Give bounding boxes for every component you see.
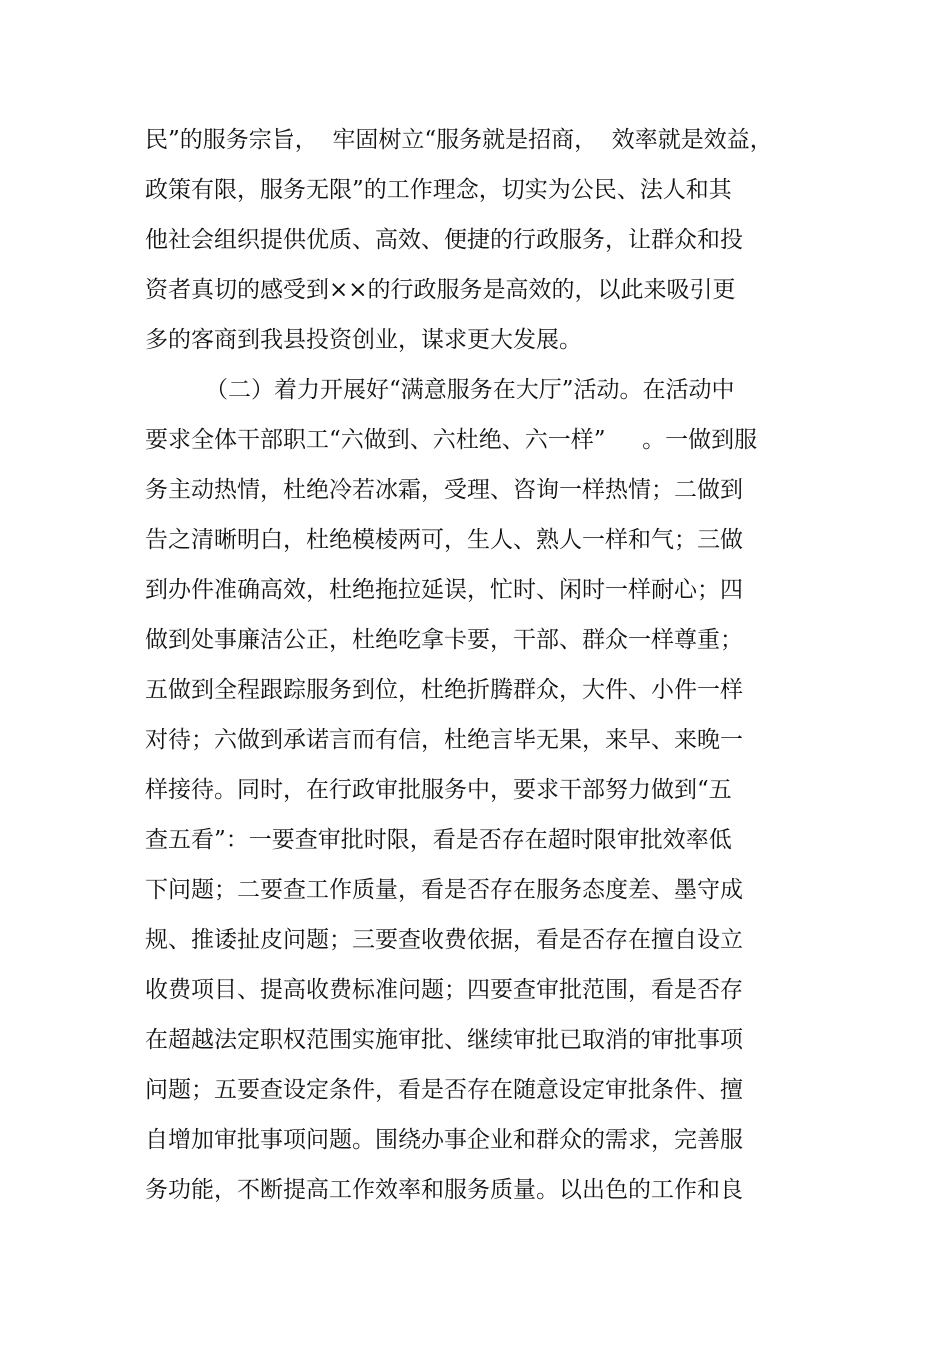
text-line: 资者真切的感受到××的行政服务是高效的，以此来吸引更 [145,277,736,303]
text-line: 务功能，不断提高工作效率和服务质量。以出色的工作和良 [145,1177,743,1203]
text-line: 多的客商到我县投资创业，谋求更大发展。 [145,327,582,353]
text-line: 下问题；二要查工作质量，看是否存在服务态度差、墨守成 [145,877,743,903]
text-line: 告之清晰明白，杜绝模棱两可，生人、熟人一样和气；三做 [145,527,743,553]
text-line: 在超越法定职权范围实施审批、继续审批已取消的审批事项 [145,1027,743,1053]
text-line: 收费项目、提高收费标准问题；四要查审批范围，看是否存 [145,977,743,1003]
text-line: 样接待。同时，在行政审批服务中，要求干部努力做到“五 [145,777,732,803]
text-line: 务主动热情，杜绝冷若冰霜，受理、咨询一样热情；二做到 [145,477,743,503]
text-line: 政策有限，服务无限”的工作理念，切实为公民、法人和其 [145,177,732,203]
text-line: 做到处事廉洁公正，杜绝吃拿卡要，干部、群众一样尊重； [145,627,743,653]
paragraph-heading-line: （二）着力开展好“满意服务在大厅”活动。在活动中 [205,377,735,403]
text-line: 自增加审批事项问题。围绕办事企业和群众的需求，完善服 [145,1127,743,1153]
text-line: 民”的服务宗旨， 牢固树立“服务就是招商， 效率就是效益， [145,127,773,153]
text-line: 要求全体干部职工“六做到、六杜绝、六一样” 。一做到服 [145,427,758,453]
text-line: 问题；五要查设定条件，看是否存在随意设定审批条件、擅 [145,1077,743,1103]
text-line: 到办件准确高效，杜绝拖拉延误，忙时、闲时一样耐心；四 [145,577,743,603]
text-line: 查五看”：一要查审批时限，看是否存在超时限审批效率低 [145,827,732,853]
text-line: 五做到全程跟踪服务到位，杜绝折腾群众，大件、小件一样 [145,677,743,703]
text-line: 规、推诿扯皮问题；三要查收费依据，看是否存在擅自设立 [145,927,743,953]
text-line: 他社会组织提供优质、高效、便捷的行政服务，让群众和投 [145,227,743,253]
text-line: 对待；六做到承诺言而有信，杜绝言毕无果，来早、来晚一 [145,727,743,753]
